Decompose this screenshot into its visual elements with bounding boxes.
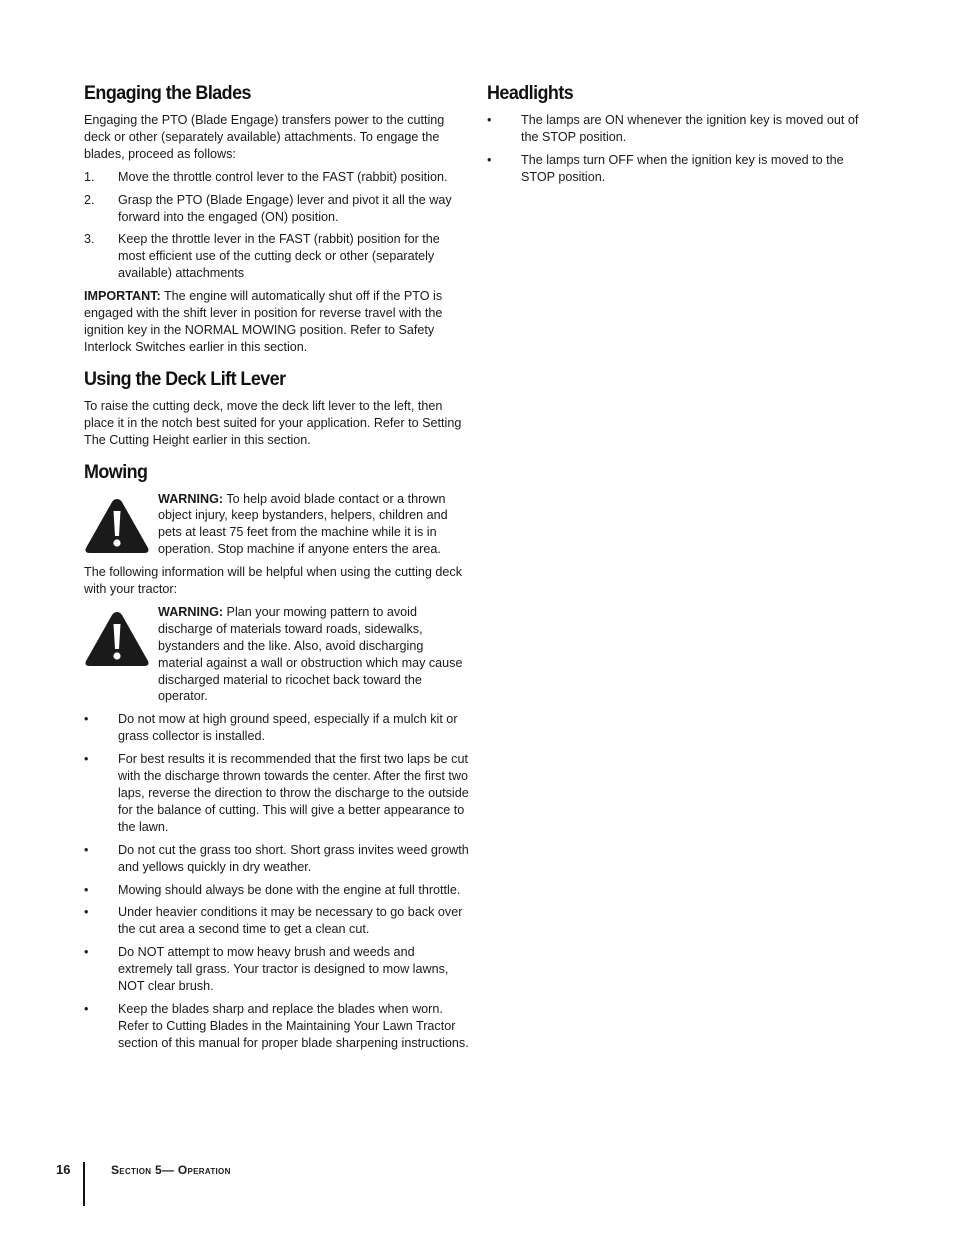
mowing-info: The following information will be helpful when using the cutting deck with your tractor:	[84, 565, 463, 597]
list-item	[84, 842, 470, 876]
deck-lift-text: To raise the cutting deck, move the deck lift lever to the left, then place it in the notch best suited for your application. Refer to Setting The Cutting Height earlier in this section.	[84, 398, 462, 447]
list-item	[487, 152, 867, 186]
bullet: •	[487, 152, 492, 167]
list-item	[84, 944, 470, 995]
warning-label: WARNING:	[158, 491, 224, 506]
bullet: •	[84, 1001, 89, 1016]
list-item-text: Do not cut the grass too short. Short grass invites weed growth and yellows quickly in dry weather.	[118, 842, 469, 874]
engaging-heading: Engaging the Blades	[84, 82, 251, 104]
bullet: •	[84, 752, 89, 767]
warning-block-2	[84, 604, 470, 705]
page-number: 16	[56, 1162, 71, 1177]
engaging-steps	[84, 169, 470, 282]
step-item	[84, 192, 470, 226]
list-item-text: The lamps turn OFF when the ignition key is moved to the STOP position.	[521, 152, 844, 184]
step-number: 3.	[84, 232, 95, 247]
headlights-bullets	[487, 112, 867, 186]
step-text: Grasp the PTO (Blade Engage) lever and pivot it all the way forward into the engaged (ON) position.	[118, 192, 452, 224]
list-item-text: Do not mow at high ground speed, especially if a mulch kit or grass collector is installed.	[118, 712, 458, 744]
engaging-intro: Engaging the PTO (Blade Engage) transfers power to the cutting deck or other (separately available) attachments. To engage the blades, proceed as follows:	[84, 113, 445, 161]
step-number: 2.	[84, 192, 95, 207]
step-text: Keep the throttle lever in the FAST (rabbit) position for the most efficient use of the cutting deck or other (separately available) attachments	[118, 232, 440, 281]
bullet: •	[84, 945, 89, 960]
list-item-text: Mowing should always be done with the engine at full throttle.	[118, 882, 461, 897]
warning-text-1	[158, 491, 470, 559]
warning-triangle-icon	[84, 497, 150, 555]
bullet: •	[84, 905, 89, 920]
step-number: 1.	[84, 169, 95, 184]
warning-label: WARNING:	[158, 604, 224, 619]
footer-divider	[83, 1162, 85, 1206]
bullet: •	[84, 882, 89, 897]
bullet: •	[84, 842, 89, 857]
important-text: The engine will automatically shut off if the PTO is engaged with the shift lever in position for reverse travel with the ignition key in the NORMAL MOWING position. Refer to Safety Interlock Switches earlier in this section.	[84, 289, 443, 354]
list-item-text: The lamps are ON whenever the ignition key is moved out of the STOP position.	[521, 113, 859, 144]
warning-body: Plan your mowing pattern to avoid discharge of materials toward roads, sidewalks, bystanders and the like. Also, avoid discharging material against a wall or obstruction which may cause discharged material to ricochet back toward the operator.	[158, 604, 463, 704]
warning-block-1	[84, 491, 470, 559]
list-item	[84, 711, 470, 745]
warning-body: To help avoid blade contact or a thrown object injury, keep bystanders, helpers, children and pets at least 75 feet from the machine while it is in operation. Stop machine if anyone enters the area.	[158, 491, 448, 557]
warning-text-2	[158, 604, 470, 705]
list-item-text: Do NOT attempt to mow heavy brush and weeds and extremely tall grass. Your tractor is designed to mow lawns, NOT clear brush.	[118, 945, 449, 994]
section-label: Section 5— Operation	[111, 1163, 231, 1177]
headlights-heading: Headlights	[487, 82, 574, 104]
step-item	[84, 169, 470, 186]
list-item	[84, 1001, 470, 1052]
right-column	[487, 80, 867, 192]
mowing-heading: Mowing	[84, 460, 148, 483]
deck-lift-heading: Using the Deck Lift Lever	[84, 367, 286, 390]
list-item	[487, 112, 867, 146]
step-item	[84, 231, 470, 282]
step-text: Move the throttle control lever to the FAST (rabbit) position.	[118, 169, 448, 184]
important-note	[84, 288, 470, 356]
bullet: •	[84, 712, 89, 727]
list-item	[84, 904, 470, 938]
warning-triangle-icon	[84, 610, 150, 668]
list-item	[84, 751, 470, 836]
bullet: •	[487, 113, 492, 127]
list-item-text: Keep the blades sharp and replace the blades when worn. Refer to Cutting Blades in the Maintaining Your Lawn Tractor section of this manual for proper blade sharpening instructions.	[118, 1001, 469, 1050]
left-column	[84, 80, 470, 1058]
list-item-text: Under heavier conditions it may be necessary to go back over the cut area a second time to get a clean cut.	[118, 905, 463, 937]
important-label: IMPORTANT:	[84, 289, 161, 304]
list-item-text: For best results it is recommended that the first two laps be cut with the discharge thrown towards the center. After the first two laps, reverse the direction to throw the discharge to the outside for the balance of cutting. This will give a better appearance to the lawn.	[118, 752, 469, 834]
mowing-bullets	[84, 711, 470, 1051]
list-item	[84, 882, 470, 899]
